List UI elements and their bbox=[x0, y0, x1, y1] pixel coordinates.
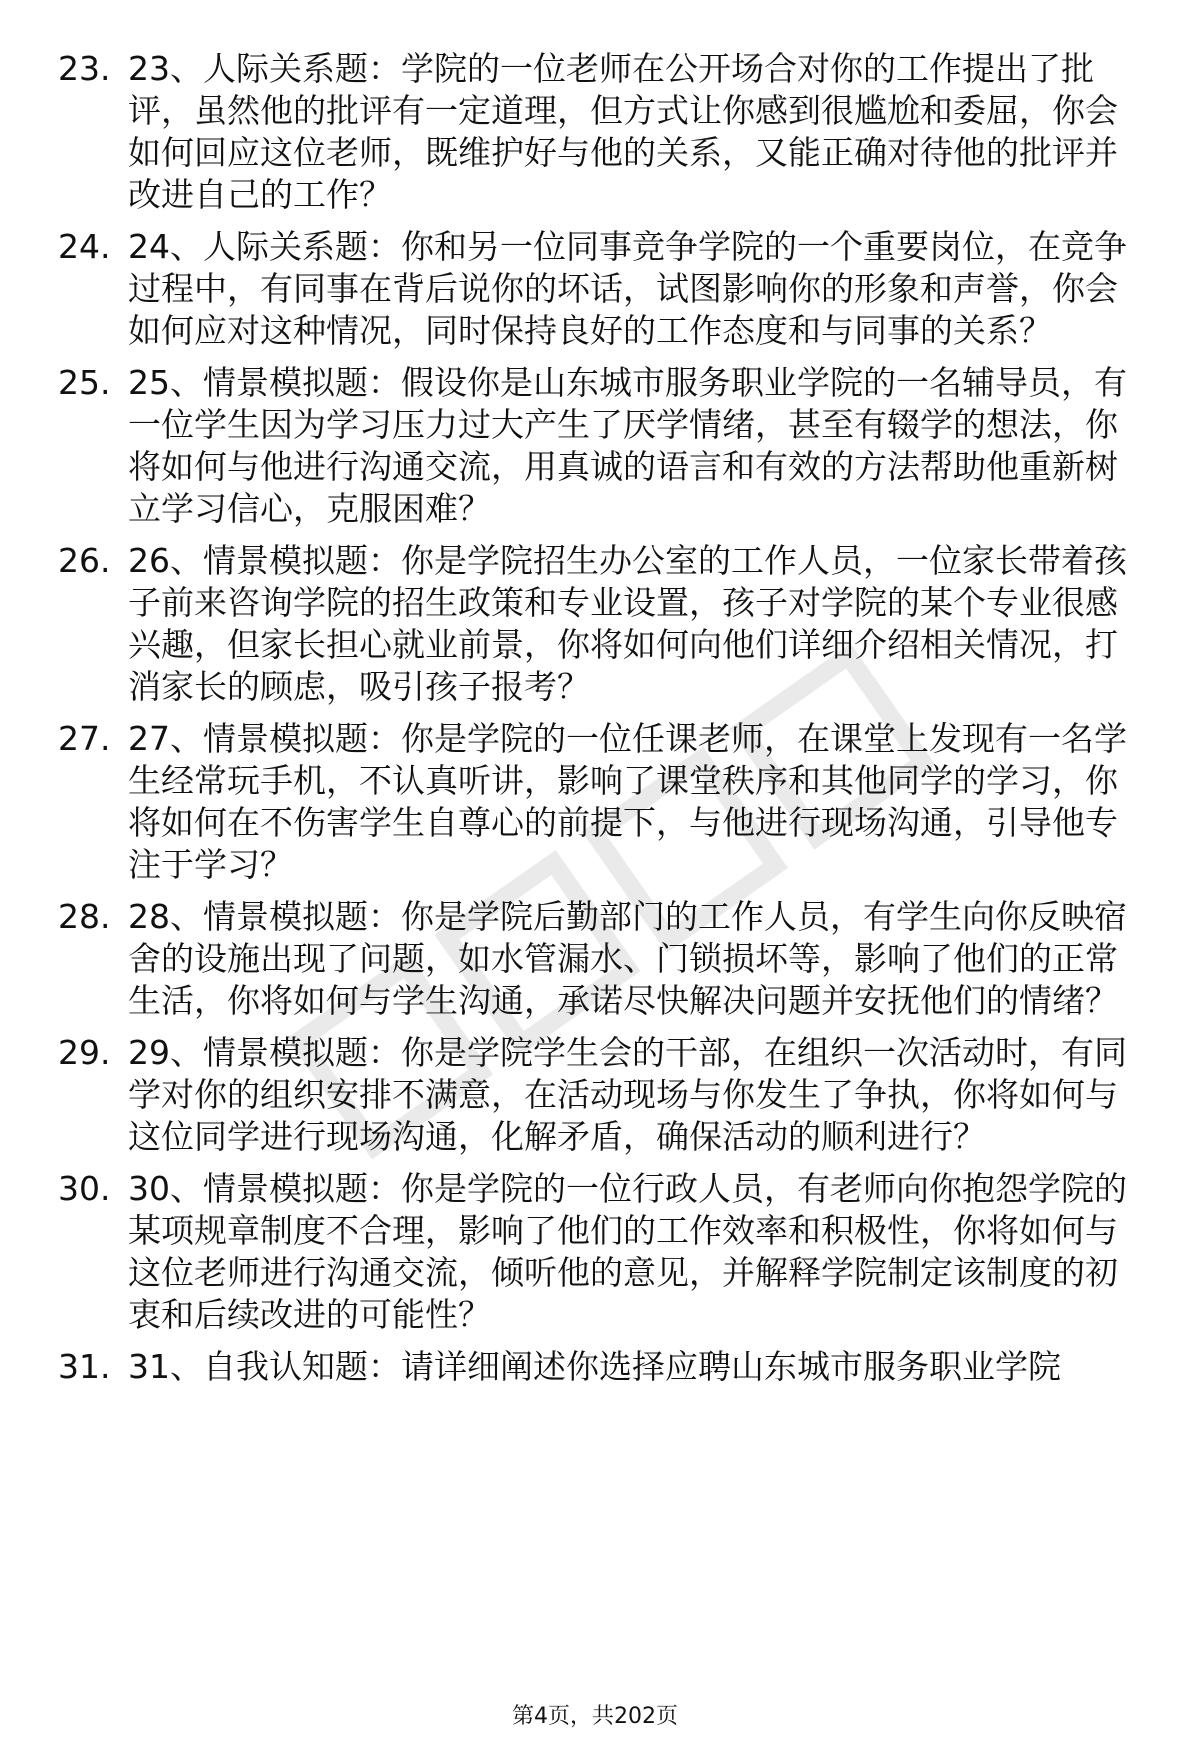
question-item bbox=[58, 48, 1158, 216]
page-footer bbox=[0, 1703, 1190, 1731]
question-item bbox=[58, 226, 1158, 352]
question-text: 31、自我认知题：请详细阐述你选择应聘山东城市服务职业学院 bbox=[128, 1347, 1061, 1386]
question-text: 24、人际关系题：你和另一位同事竞争学院的一个重要岗位，在竞争过程中，有同事在背后说你的坏话，试图影响你的形象和声誉，你会如何应对这种情况，同时保持良好的工作态度和与同事的关系？ bbox=[128, 227, 1127, 350]
question-text: 28、情景模拟题：你是学院后勤部门的工作人员，有学生向你反映宿舍的设施出现了问题，如水管漏水、门锁损坏等，影响了他们的正常生活，你将如何与学生沟通，承诺尽快解决问题并安抚他们的情绪？ bbox=[128, 897, 1127, 1020]
question-item bbox=[58, 362, 1158, 530]
question-text: 26、情景模拟题：你是学院招生办公室的工作人员，一位家长带着孩子前来咨询学院的招生政策和专业设置，孩子对学院的某个专业很感兴趣，但家长担心就业前景，你将如何向他们详细介绍相关情况，打消家长的顾虑，吸引孩子报考？ bbox=[128, 541, 1127, 706]
question-number: 28. bbox=[58, 897, 111, 936]
question-number: 26. bbox=[58, 541, 111, 580]
question-number: 29. bbox=[58, 1033, 111, 1072]
question-item bbox=[58, 896, 1158, 1022]
question-number: 25. bbox=[58, 363, 111, 402]
question-text: 25、情景模拟题：假设你是山东城市服务职业学院的一名辅导员，有一位学生因为学习压力过大产生了厌学情绪，甚至有辍学的想法，你将如何与他进行沟通交流，用真诚的语言和有效的方法帮助他重新树立学习信心，克服困难？ bbox=[128, 363, 1127, 528]
question-number: 24. bbox=[58, 227, 111, 266]
question-item bbox=[58, 1346, 1158, 1388]
question-text: 29、情景模拟题：你是学院学生会的干部，在组织一次活动时，有同学对你的组织安排不满意，在活动现场与你发生了争执，你将如何与这位同学进行现场沟通，化解矛盾，确保活动的顺利进行？ bbox=[128, 1033, 1127, 1156]
question-item bbox=[58, 1168, 1158, 1336]
question-text: 23、人际关系题：学院的一位老师在公开场合对你的工作提出了批评，虽然他的批评有一定道理，但方式让你感到很尴尬和委屈，你会如何回应这位老师，既维护好与他的关系，又能正确对待他的批评并改进自己的工作？ bbox=[128, 49, 1118, 214]
question-number: 23. bbox=[58, 49, 111, 88]
question-text: 27、情景模拟题：你是学院的一位任课老师，在课堂上发现有一名学生经常玩手机，不认真听讲，影响了课堂秩序和其他同学的学习，你将如何在不伤害学生自尊心的前提下，与他进行现场沟通，引导他专注于学习？ bbox=[128, 719, 1127, 884]
question-item bbox=[58, 540, 1158, 708]
question-number: 27. bbox=[58, 719, 111, 758]
question-number: 30. bbox=[58, 1169, 111, 1208]
question-list bbox=[58, 48, 1158, 1398]
question-text: 30、情景模拟题：你是学院的一位行政人员，有老师向你抱怨学院的某项规章制度不合理，影响了他们的工作效率和积极性，你将如何与这位老师进行沟通交流，倾听他的意见，并解释学院制定该制度的初衷和后续改进的可能性？ bbox=[128, 1169, 1127, 1334]
page-number-label: 第4页，共202页 bbox=[512, 1704, 678, 1729]
question-number: 31. bbox=[58, 1347, 111, 1386]
question-item bbox=[58, 718, 1158, 886]
question-item bbox=[58, 1032, 1158, 1158]
